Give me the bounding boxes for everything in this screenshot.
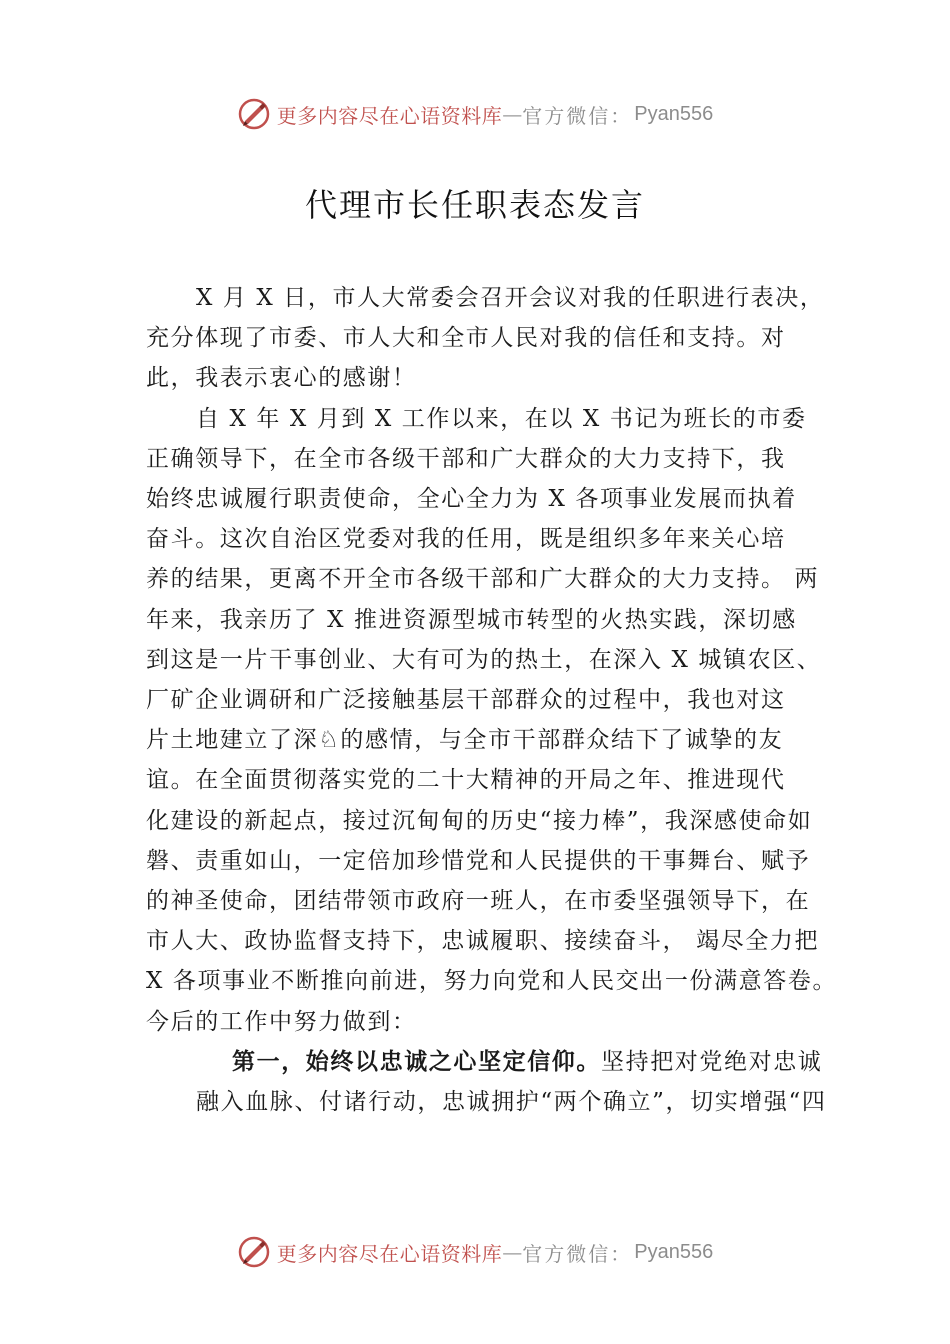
paragraph-line: X 月 X 日，市人大常委会召开会议对我的任职进行表决，: [196, 285, 825, 311]
paragraph-line: 谊。在全面贯彻落实党的二十大精神的开局之年、推进现代: [146, 767, 786, 794]
pen-logo-icon: [237, 97, 271, 131]
paragraph-line: 正确领导下，在全市各级干部和广大群众的大力支持下，我: [146, 445, 786, 472]
paragraph-line: 到这是一片干事创业、大有可为的热土，在深入 X 城镇农区、: [146, 646, 822, 673]
point-one-heading: 第一，始终以忠诚之心坚定信仰。: [232, 1047, 601, 1075]
banner-dash: —: [502, 102, 523, 126]
paragraph-line: 自 X 年 X 月到 X 工作以来，在以 X 书记为班长的市委: [196, 405, 807, 432]
banner-brand-text: 更多内容尽在心语资料库: [276, 1241, 503, 1266]
document-body: [146, 278, 836, 1122]
paragraph-line: 片土地建立了深♘的感情，与全市干部群众结下了诚挚的友: [146, 727, 784, 754]
banner-wechat-id: Pyan556: [634, 1240, 714, 1263]
paragraph-line: 融入血脉、付诸行动，忠诚拥护“两个确立”，切实增强“四: [196, 1089, 827, 1116]
paragraph-line: 今后的工作中努力做到：: [146, 1008, 417, 1035]
paragraph-line: 厂矿企业调研和广泛接触基层干部群众的过程中，我也对这: [146, 687, 786, 714]
paragraph-line: 奋斗。这次自治区党委对我的任用，既是组织多年来关心培: [146, 526, 786, 553]
page-title: 代理市长任职表态发言: [304, 186, 645, 224]
paragraph-line: 此，我表示衷心的感谢！: [146, 365, 417, 392]
banner-dash: —: [502, 1240, 523, 1264]
paragraph-line: 市人大、政协监督支持下，忠诚履职、接续奋斗， 竭尽全力把: [146, 928, 820, 955]
paragraph-line: 磐、责重如山，一定倍加珍惜党和人民提供的干事舞台、赋予: [146, 847, 811, 874]
paragraph-line: 年来，我亲历了 X 推进资源型城市转型的火热实践，深切感: [146, 606, 797, 633]
paragraph-line: 始终忠诚履行职责使命，全心全力为 X 各项事业发展而执着: [146, 486, 797, 513]
paragraph-line: 化建设的新起点，接过沉甸甸的历史“接力棒”，我深感使命如: [146, 807, 813, 834]
banner-brand-text: 更多内容尽在心语资料库: [276, 103, 503, 128]
point-one-line: [146, 1042, 836, 1082]
paragraph-line: 充分体现了市委、市人大和全市人民对我的信任和支持。对: [146, 325, 786, 352]
paragraph-line: 养的结果，更离不开全市各级干部和广大群众的大力支持。 两: [146, 566, 820, 593]
paragraph-line: X 各项事业不断推向前进，努力向党和人民交出一份满意答卷。: [146, 968, 838, 995]
banner-wechat-label: 官方微信：: [522, 103, 633, 128]
header-banner: [0, 92, 950, 136]
banner-wechat-label: 官方微信：: [522, 1241, 633, 1266]
banner-wechat-id: Pyan556: [634, 102, 714, 125]
paragraph-line: 的神圣使命，团结带领市政府一班人，在市委坚强领导下，在: [146, 888, 811, 915]
pen-logo-icon: [237, 1235, 271, 1269]
point-one-text: 坚持把对党绝对忠诚: [601, 1048, 823, 1075]
footer-banner: [0, 1230, 950, 1274]
